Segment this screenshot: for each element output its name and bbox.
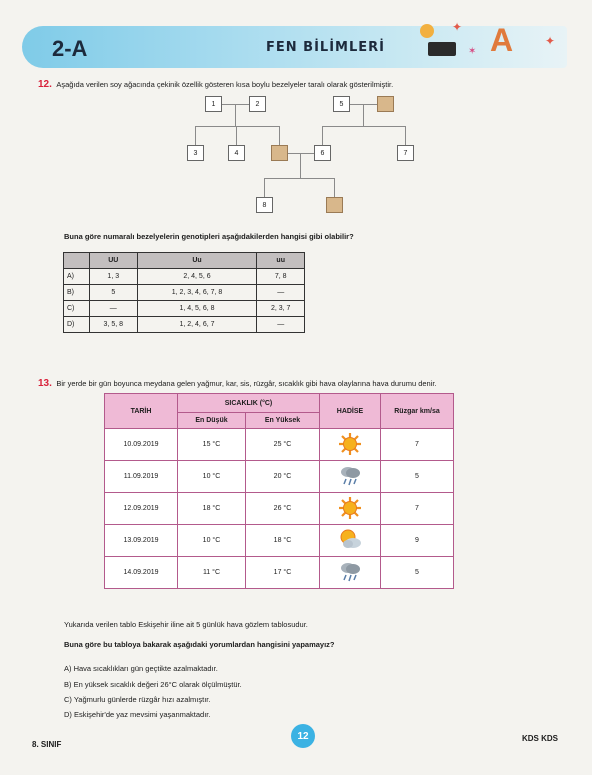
pedigree-node-4: 4: [228, 145, 245, 161]
answer-option-b[interactable]: B) En yüksek sıcaklık değeri 26°C olarak ölçülmüştür.: [64, 680, 242, 689]
question-13-prompt: Buna göre bu tabloya bakarak aşağıdaki yorumlardan hangisini yapamayız?: [64, 640, 335, 649]
tree-line: [288, 153, 314, 154]
pedigree-node-shaded: [271, 145, 288, 161]
tree-line: [334, 178, 335, 197]
sun-decor-icon: [420, 24, 434, 38]
table-header: Uu: [137, 253, 257, 269]
pedigree-node-6: 6: [314, 145, 331, 161]
question-text: Aşağıda verilen soy ağacında çekinik özellik gösteren kısa boylu bezelyeler taralı olarak gösterilmiştir.: [56, 80, 394, 89]
question-text: Bir yerde bir gün boyunca meydana gelen yağmur, kar, sis, rüzgâr, sıcaklık gibi hava olaylarına hava durumu denir.: [56, 379, 437, 388]
tree-line: [405, 126, 406, 145]
table-header: En Yüksek: [245, 413, 319, 429]
pedigree-node-7: 7: [397, 145, 414, 161]
table-header: SICAKLIK (°C): [178, 394, 320, 413]
tree-line: [195, 126, 196, 145]
table-cell: 3, 5, 8: [90, 317, 138, 333]
table-header: uu: [257, 253, 305, 269]
wind-cell: 5: [381, 461, 454, 493]
option-label: D): [64, 317, 90, 333]
sun-icon: [338, 432, 362, 456]
letter-a-decor-icon: A: [490, 22, 514, 58]
table-row[interactable]: [64, 301, 305, 317]
chalkboard-decor-icon: [428, 42, 456, 56]
tree-line: [236, 126, 237, 145]
weather-table: [104, 393, 454, 589]
wind-cell: 5: [381, 557, 454, 589]
table-row: [105, 525, 454, 557]
min-temp-cell: 10 °C: [178, 525, 246, 557]
table-row: [105, 557, 454, 589]
event-cell: [320, 493, 381, 525]
pedigree-node-2: 2: [249, 96, 266, 112]
answer-option-a[interactable]: A) Hava sıcaklıkları gün geçtikte azalmaktadır.: [64, 664, 218, 673]
table-cell: 2, 3, 7: [257, 301, 305, 317]
table-corner: [64, 253, 90, 269]
tree-line: [264, 178, 265, 197]
answer-option-d[interactable]: D) Eskişehir'de yaz mevsimi yaşanmaktadır.: [64, 710, 211, 719]
table-cell: 5: [90, 285, 138, 301]
tree-line: [195, 126, 280, 127]
tree-line: [279, 126, 280, 145]
table-header-row: [64, 253, 305, 269]
table-cell: 2, 4, 5, 6: [137, 269, 257, 285]
grade-label: 8. SINIF: [32, 740, 62, 749]
star-decor-icon: ✦: [545, 34, 556, 48]
option-label: A): [64, 269, 90, 285]
question-12-header: [38, 74, 558, 92]
table-header: En Düşük: [178, 413, 246, 429]
table-cell: 1, 2, 3, 4, 6, 7, 8: [137, 285, 257, 301]
pedigree-node-8: 8: [256, 197, 273, 213]
question-12-prompt: Buna göre numaralı bezelyelerin genotipleri aşağıdakilerden hangisi gibi olabilir?: [64, 232, 354, 241]
tree-line: [322, 126, 406, 127]
wind-cell: 7: [381, 493, 454, 525]
option-label: B): [64, 285, 90, 301]
table-note: Yukarıda verilen tablo Eskişehir iline ait 5 günlük hava gözlem tablosudur.: [64, 620, 308, 629]
pedigree-node-shaded: [326, 197, 343, 213]
answer-option-c[interactable]: C) Yağmurlu günlerde rüzgâr hızı azalmıştır.: [64, 695, 211, 704]
table-cell: 7, 8: [257, 269, 305, 285]
date-cell: 13.09.2019: [105, 525, 178, 557]
event-cell: [320, 557, 381, 589]
tree-line: [235, 104, 236, 126]
min-temp-cell: 11 °C: [178, 557, 246, 589]
max-temp-cell: 20 °C: [245, 461, 319, 493]
table-header: TARİH: [105, 394, 178, 429]
tree-line: [300, 153, 301, 178]
subject-title: FEN BİLİMLERİ: [266, 40, 385, 55]
pedigree-node-1: 1: [205, 96, 222, 112]
genotype-table: [63, 252, 305, 333]
question-number: 12.: [38, 79, 52, 90]
table-header-row: [105, 394, 454, 413]
table-row: [105, 461, 454, 493]
question-number: 13.: [38, 378, 52, 389]
date-cell: 12.09.2019: [105, 493, 178, 525]
table-row[interactable]: [64, 285, 305, 301]
date-cell: 14.09.2019: [105, 557, 178, 589]
wind-cell: 9: [381, 525, 454, 557]
tree-line: [363, 104, 364, 126]
max-temp-cell: 18 °C: [245, 525, 319, 557]
option-label: C): [64, 301, 90, 317]
table-row[interactable]: [64, 317, 305, 333]
sun-icon: [338, 496, 362, 520]
date-cell: 10.09.2019: [105, 429, 178, 461]
event-cell: [320, 461, 381, 493]
table-row: [105, 493, 454, 525]
partly-cloudy-icon: [338, 528, 362, 552]
table-header: Rüzgar km/sa: [381, 394, 454, 429]
table-cell: 1, 4, 5, 6, 8: [137, 301, 257, 317]
table-cell: 1, 2, 4, 6, 7: [137, 317, 257, 333]
max-temp-cell: 26 °C: [245, 493, 319, 525]
min-temp-cell: 18 °C: [178, 493, 246, 525]
tree-line: [264, 178, 335, 179]
table-row[interactable]: [64, 269, 305, 285]
page-number: 12: [291, 724, 315, 748]
star-decor-icon: ✦: [452, 20, 463, 34]
max-temp-cell: 17 °C: [245, 557, 319, 589]
table-cell: —: [90, 301, 138, 317]
event-cell: [320, 429, 381, 461]
wind-cell: 7: [381, 429, 454, 461]
max-temp-cell: 25 °C: [245, 429, 319, 461]
pedigree-node-5: 5: [333, 96, 350, 112]
rain-cloud-icon: [338, 560, 362, 584]
table-cell: 1, 3: [90, 269, 138, 285]
min-temp-cell: 15 °C: [178, 429, 246, 461]
table-row: [105, 429, 454, 461]
table-cell: —: [257, 285, 305, 301]
date-cell: 11.09.2019: [105, 461, 178, 493]
question-13-header: [38, 373, 568, 391]
min-temp-cell: 10 °C: [178, 461, 246, 493]
pedigree-node-3: 3: [187, 145, 204, 161]
pedigree-node-shaded: [377, 96, 394, 112]
brand-label: KDS KDS: [522, 734, 559, 743]
event-cell: [320, 525, 381, 557]
table-header: HADİSE: [320, 394, 381, 429]
tree-line: [322, 126, 323, 145]
star-decor-icon: ✶: [468, 46, 477, 57]
rain-cloud-icon: [338, 464, 362, 488]
table-cell: —: [257, 317, 305, 333]
table-header: UU: [90, 253, 138, 269]
section-code: 2-A: [52, 36, 88, 61]
